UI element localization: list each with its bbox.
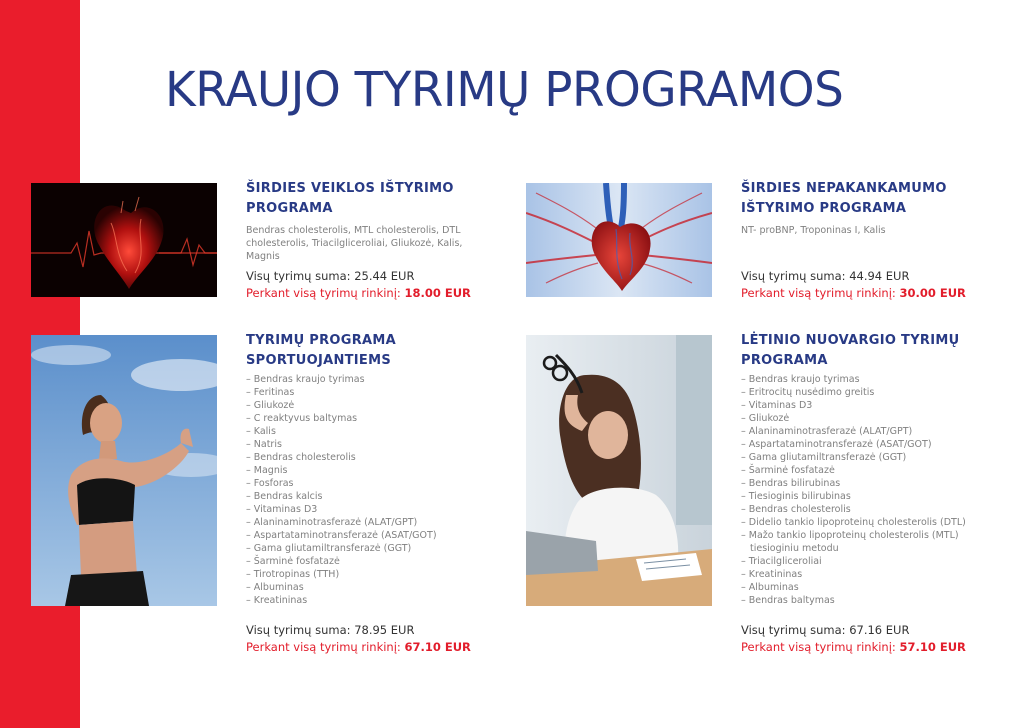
list-item: – Vitaminas D3 — [246, 503, 496, 516]
offer-label: Perkant visą tyrimų rinkinį: — [741, 640, 900, 654]
list-item: – Aspartataminotransferazė (ASAT/GOT) — [246, 529, 496, 542]
list-item: – Bendras cholesterolis — [741, 503, 991, 516]
list-item: – Didelio tankio lipoproteinų cholesterolis (DTL) — [741, 516, 991, 529]
list-item: – Albuminas — [741, 581, 991, 594]
offer-price: 30.00 EUR — [899, 286, 966, 300]
list-item: – Mažo tankio lipoproteinų cholesterolis (MTL) tiesioginiu metodu — [741, 529, 981, 555]
program-card-chronic-fatigue — [741, 331, 991, 607]
list-item: – Bendras cholesterolis — [246, 451, 496, 464]
program-price-chronic-fatigue — [741, 622, 966, 656]
athlete-woman-image — [31, 335, 217, 606]
list-item: – Feritinas — [246, 386, 496, 399]
list-item: – Gliukozė — [246, 399, 496, 412]
heart-anatomy-image — [526, 183, 712, 297]
offer-label: Perkant visą tyrimų rinkinį: — [246, 640, 405, 654]
list-item: – Alaninaminotrasferazė (ALAT/GPT) — [741, 425, 991, 438]
list-item: – Fosforas — [246, 477, 496, 490]
program-title: ŠIRDIES NEPAKANKAMUMO IŠTYRIMO PROGRAMA — [741, 181, 947, 216]
list-item: – Kreatininas — [246, 594, 496, 607]
page-title: KRAUJO TYRIMŲ PROGRAMOS — [165, 62, 844, 118]
program-card-sports — [246, 331, 496, 607]
list-item: – Alaninaminotrasferazė (ALAT/GPT) — [246, 516, 496, 529]
list-item: – Magnis — [246, 464, 496, 477]
list-item: – Šarminė fosfatazė — [246, 555, 496, 568]
list-item: – Aspartataminotransferazė (ASAT/GOT) — [741, 438, 991, 451]
list-item: – Bendras bilirubinas — [741, 477, 991, 490]
offer-label: Perkant visą tyrimų rinkinį: — [246, 286, 405, 300]
program-tests-text: Bendras cholesterolis, MTL cholesterolis, DTL cholesterolis, Triacilgliceroliai, Gliukozė, Kalis, Magnis — [246, 225, 463, 262]
heart-glow-image — [31, 183, 217, 297]
offer-price: 57.10 EUR — [899, 640, 966, 654]
list-item: – Gliukozė — [741, 412, 991, 425]
list-item: – Natris — [246, 438, 496, 451]
list-item: – Bendras kraujo tyrimas — [741, 373, 991, 386]
offer-price-line — [246, 639, 471, 656]
list-item: – Kalis — [246, 425, 496, 438]
offer-price-line — [246, 285, 471, 302]
offer-label: Perkant visą tyrimų rinkinį: — [741, 286, 900, 300]
list-item: – Bendras kraujo tyrimas — [246, 373, 496, 386]
total-price: Visų tyrimų suma: 78.95 EUR — [246, 623, 415, 637]
list-item: – Albuminas — [246, 581, 496, 594]
program-title: ŠIRDIES VEIKLOS IŠTYRIMO PROGRAMA — [246, 181, 454, 216]
total-price: Visų tyrimų suma: 67.16 EUR — [741, 623, 910, 637]
list-item: – Kreatininas — [741, 568, 991, 581]
total-price: Visų tyrimų suma: 44.94 EUR — [741, 269, 910, 283]
list-item: – Bendras kalcis — [246, 490, 496, 503]
list-item: – Triacilgliceroliai — [741, 555, 991, 568]
program-title: LĖTINIO NUOVARGIO TYRIMŲ PROGRAMA — [741, 333, 960, 368]
program-price-heart-failure — [741, 268, 966, 302]
list-item: – Gama gliutamiltransferazė (GGT) — [741, 451, 991, 464]
list-item: – Tirotropinas (TTH) — [246, 568, 496, 581]
program-card-heart-activity — [246, 179, 496, 263]
program-card-heart-failure — [741, 179, 991, 237]
list-item: – Eritrocitų nusėdimo greitis — [741, 386, 991, 399]
program-title: TYRIMŲ PROGRAMA SPORTUOJANTIEMS — [246, 333, 396, 368]
program-price-sports — [246, 622, 471, 656]
list-item: – Vitaminas D3 — [741, 399, 991, 412]
tired-woman-image — [526, 335, 712, 606]
offer-price: 18.00 EUR — [404, 286, 471, 300]
offer-price-line — [741, 285, 966, 302]
list-item: – Gama gliutamiltransferazė (GGT) — [246, 542, 496, 555]
list-item: – Bendras baltymas — [741, 594, 991, 607]
list-item: – Šarminė fosfatazė — [741, 464, 991, 477]
list-item: – Tiesioginis bilirubinas — [741, 490, 991, 503]
list-item: – C reaktyvus baltymas — [246, 412, 496, 425]
offer-price: 67.10 EUR — [404, 640, 471, 654]
offer-price-line — [741, 639, 966, 656]
total-price: Visų tyrimų suma: 25.44 EUR — [246, 269, 415, 283]
program-tests-text: NT- proBNP, Troponinas I, Kalis — [741, 225, 886, 236]
test-list — [741, 373, 991, 607]
test-list — [246, 373, 496, 607]
program-price-heart-activity — [246, 268, 471, 302]
